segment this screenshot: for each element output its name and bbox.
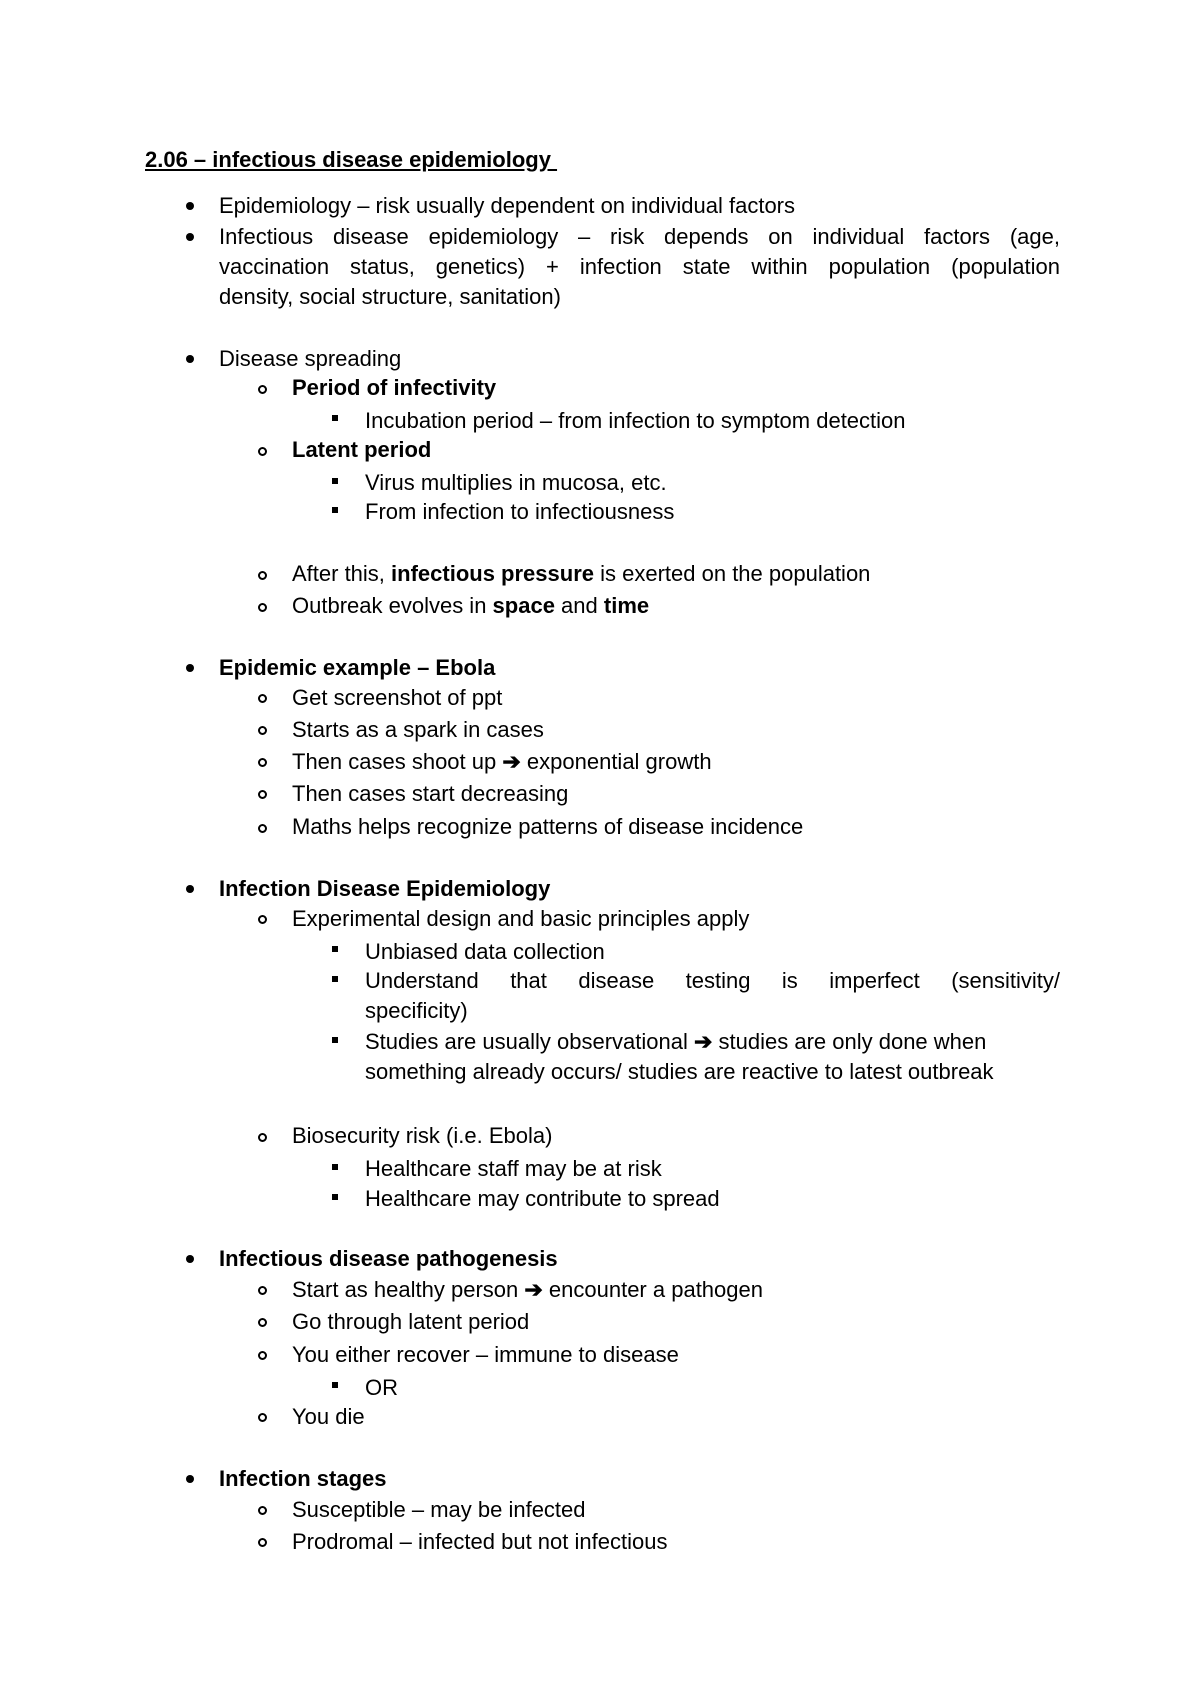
list-item: Starts as a spark in cases: [292, 717, 544, 742]
list-item-continuation: density, social structure, sanitation): [219, 284, 561, 309]
bullet-circle: [258, 694, 267, 703]
list-item: Incubation period – from infection to symptom detection: [365, 408, 906, 433]
list-item: Go through latent period: [292, 1309, 530, 1334]
list-item: Maths helps recognize patterns of disease incidence: [292, 814, 804, 839]
bullet-square: [332, 415, 338, 421]
list-item: Susceptible – may be infected: [292, 1497, 586, 1522]
bullet-circle: [258, 1351, 267, 1360]
bullet-circle: [258, 385, 267, 394]
page-title: 2.06 – infectious disease epidemiology: [145, 147, 558, 172]
list-item: [292, 592, 649, 620]
list-item: [365, 1028, 986, 1056]
bullet-square: [332, 946, 338, 952]
list-item: You die: [292, 1404, 365, 1429]
text-run: exponential growth: [520, 749, 712, 774]
list-item-continuation: specificity): [365, 998, 468, 1023]
arrow-icon: ➔: [693, 1029, 713, 1054]
bullet-disc: [186, 355, 194, 363]
bullet-circle: [258, 571, 267, 580]
list-item: OR: [365, 1375, 398, 1400]
bullet-disc: [186, 885, 194, 893]
list-item: You either recover – immune to disease: [292, 1342, 679, 1367]
bullet-circle: [258, 726, 267, 735]
list-item: [292, 560, 870, 588]
bullet-disc: [186, 664, 194, 672]
section-heading: Epidemic example – Ebola: [219, 655, 496, 680]
bullet-square: [332, 1194, 338, 1200]
bullet-disc: [186, 233, 194, 241]
text-run: and: [554, 593, 604, 618]
text-run: encounter a pathogen: [542, 1277, 763, 1302]
text-run: Studies are usually observational: [365, 1029, 694, 1054]
bullet-circle: [258, 1413, 267, 1422]
list-item: Unbiased data collection: [365, 939, 605, 964]
bullet-circle: [258, 1538, 267, 1547]
list-item: Healthcare staff may be at risk: [365, 1156, 662, 1181]
list-item: Infectious disease epidemiology – risk depends on individual factors (age,: [219, 224, 1060, 249]
bullet-circle: [258, 603, 267, 612]
list-item-continuation: something already occurs/ studies are reactive to latest outbreak: [365, 1059, 994, 1084]
bullet-disc: [186, 1255, 194, 1263]
text-run: Then cases shoot up: [292, 749, 503, 774]
bullet-circle: [258, 915, 267, 924]
list-item: Disease spreading: [219, 346, 402, 371]
list-item: Virus multiplies in mucosa, etc.: [365, 470, 667, 495]
bullet-circle: [258, 824, 267, 833]
list-item: Biosecurity risk (i.e. Ebola): [292, 1123, 553, 1148]
text-run: After this,: [292, 561, 392, 586]
bullet-square: [332, 1037, 338, 1043]
list-item: [292, 1276, 763, 1304]
section-heading: Infection stages: [219, 1466, 387, 1491]
section-heading: Infection Disease Epidemiology: [219, 876, 551, 901]
list-item: Get screenshot of ppt: [292, 685, 503, 710]
list-item: Then cases start decreasing: [292, 781, 569, 806]
text-run: is exerted on the population: [594, 561, 871, 586]
text-run: Outbreak evolves in: [292, 593, 493, 618]
emphasis-text: space: [492, 593, 555, 618]
list-item-continuation: vaccination status, genetics) + infection state within population (population: [219, 254, 1060, 279]
text-run: studies are only done when: [712, 1029, 987, 1054]
bullet-disc: [186, 202, 194, 210]
arrow-icon: ➔: [524, 1277, 543, 1302]
list-item: Period of infectivity: [292, 375, 497, 400]
emphasis-text: time: [603, 593, 650, 618]
bullet-circle: [258, 790, 267, 799]
bullet-square: [332, 976, 338, 982]
list-item: Latent period: [292, 437, 432, 462]
arrow-icon: ➔: [502, 749, 521, 774]
bullet-square: [332, 1164, 338, 1170]
bullet-square: [332, 1382, 338, 1388]
bullet-circle: [258, 758, 267, 767]
bullet-circle: [258, 1133, 267, 1142]
list-item: [292, 748, 712, 776]
list-item: Prodromal – infected but not infectious: [292, 1529, 668, 1554]
list-item: From infection to infectiousness: [365, 499, 675, 524]
list-item: Healthcare may contribute to spread: [365, 1186, 720, 1211]
emphasis-text: infectious pressure: [391, 561, 594, 586]
text-run: Start as healthy person: [292, 1277, 525, 1302]
list-item: Experimental design and basic principles apply: [292, 906, 750, 931]
list-item: Epidemiology – risk usually dependent on individual factors: [219, 193, 796, 218]
bullet-circle: [258, 447, 267, 456]
bullet-circle: [258, 1286, 267, 1295]
list-item: Understand that disease testing is imperfect (sensitivity/: [365, 968, 1060, 993]
section-heading: Infectious disease pathogenesis: [219, 1246, 558, 1271]
bullet-circle: [258, 1506, 267, 1515]
bullet-square: [332, 478, 338, 484]
bullet-square: [332, 507, 338, 513]
bullet-circle: [258, 1318, 267, 1327]
bullet-disc: [186, 1475, 194, 1483]
